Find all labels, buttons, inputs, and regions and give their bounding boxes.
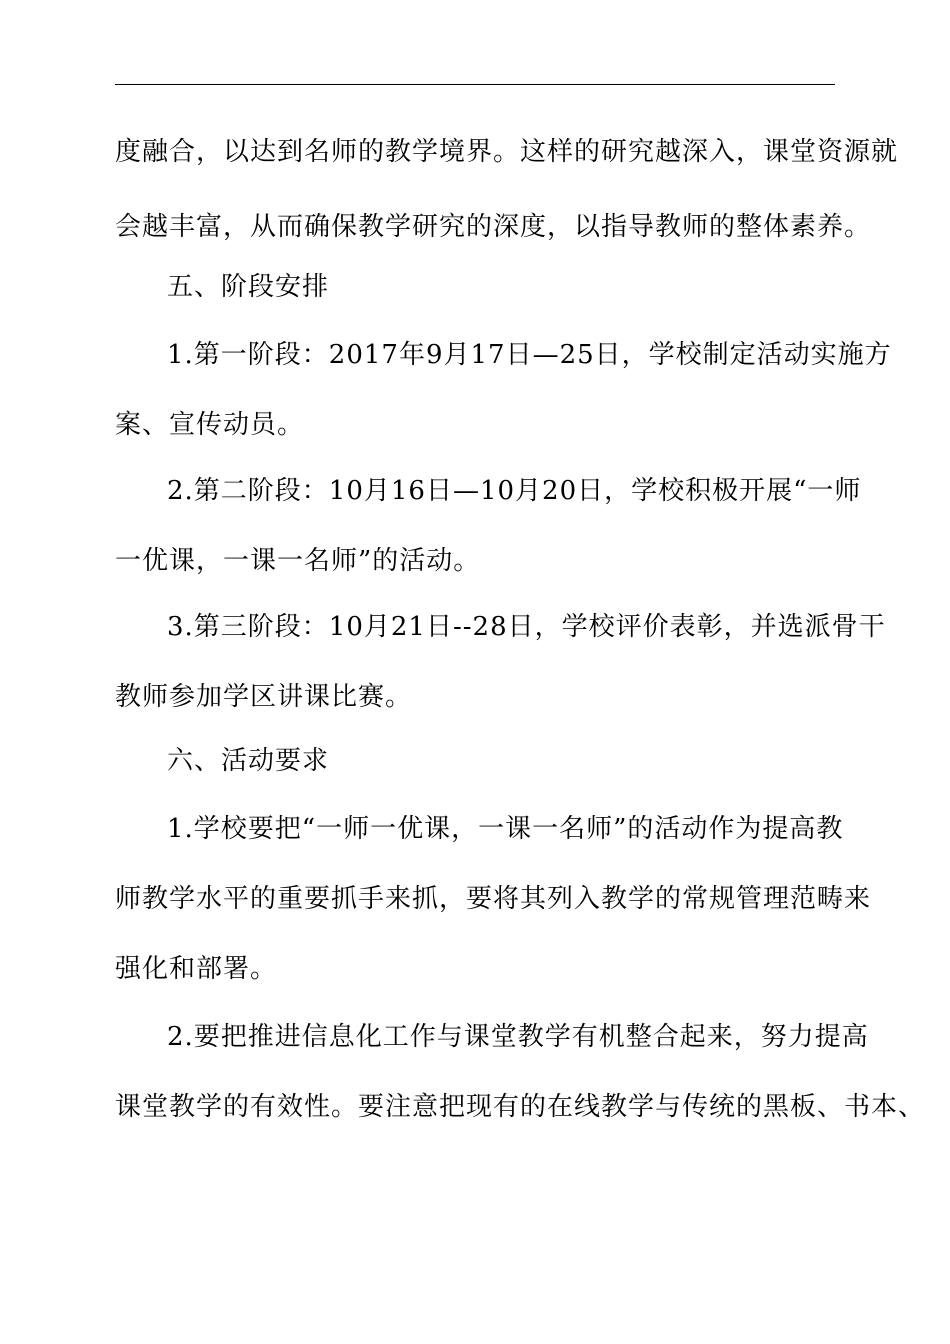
- stage-1-line-cont: 案、宣传动员。: [115, 410, 305, 440]
- stage-2-line-cont: 一优课，一课一名师”的活动。: [115, 546, 481, 576]
- requirement-2-line-cont: 课堂教学的有效性。要注意把现有的在线教学与传统的黑板、书本、: [115, 1092, 926, 1122]
- requirement-2-line: 2.要把推进信息化工作与课堂教学有机整合起来，努力提高: [167, 1022, 869, 1052]
- stage-2-line: 2.第二阶段：10月16日—10月20日，学校积极开展“一师: [167, 476, 862, 506]
- stage-3-line-cont: 教师参加学区讲课比赛。: [115, 682, 413, 712]
- stage-3-line: 3.第三阶段：10月21日--28日，学校评价表彰，并选派骨干: [167, 612, 886, 642]
- stage-1-line: 1.第一阶段：2017年9月17日—25日，学校制定活动实施方: [167, 340, 892, 370]
- paragraph-line: 度融合，以达到名师的教学境界。这样的研究越深入，课堂资源就: [115, 137, 899, 167]
- requirement-1-line-cont: 强化和部署。: [115, 954, 278, 984]
- requirement-1-line-cont: 师教学水平的重要抓手来抓，要将其列入教学的常规管理范畴来: [115, 884, 872, 914]
- requirement-1-line: 1.学校要把“一师一优课，一课一名师”的活动作为提高教: [167, 814, 844, 844]
- paragraph-line: 会越丰富，从而确保教学研究的深度，以指导教师的整体素养。: [115, 212, 872, 242]
- header-rule: [115, 84, 835, 85]
- section-heading-stages: 五、阶段安排: [167, 272, 330, 302]
- section-heading-requirements: 六、活动要求: [167, 746, 330, 776]
